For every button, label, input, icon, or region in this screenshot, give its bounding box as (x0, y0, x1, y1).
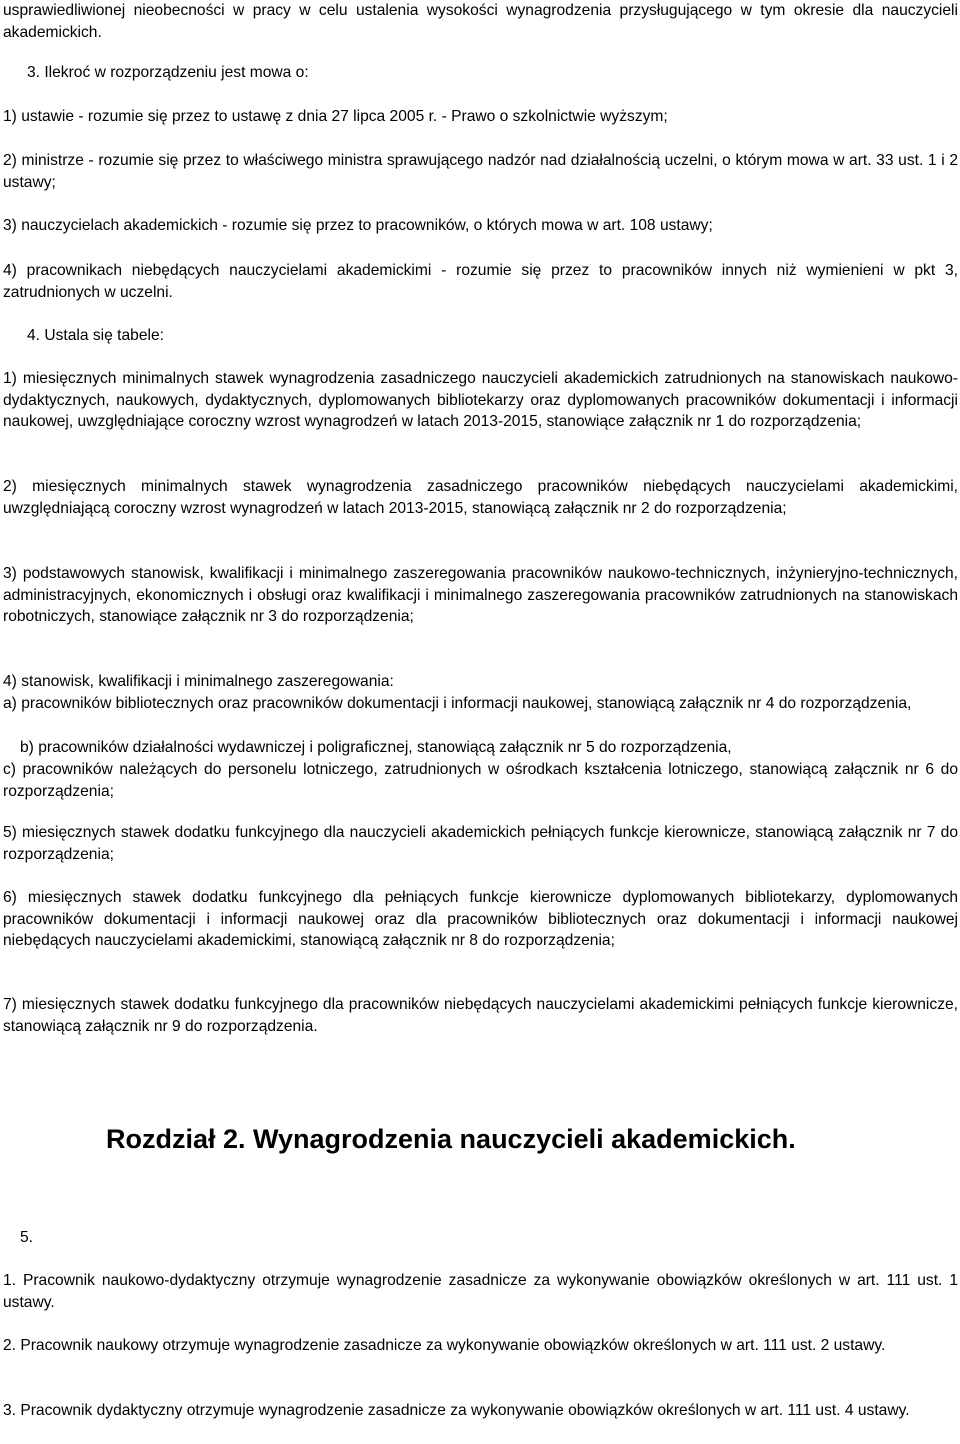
section-4-item-7: 7) miesięcznych stawek dodatku funkcyjnego dla pracowników niebędących nauczycielami akademickimi pełniących funkcje kierownicze, stanowiącą załącznik nr 9 do rozporządzenia. (3, 996, 958, 1035)
section-4-item-4c: c) pracowników należących do personelu lotniczego, zatrudnionych w ośrodkach kształcenia lotniczego, stanowiącą załącznik nr 6 do rozporządzenia; (3, 761, 958, 800)
section-5-item-1: 1. Pracownik naukowo-dydaktyczny otrzymuje wynagrodzenie zasadnicze za wykonywanie obowiązków określonych w art. 111 ust. 1 ustawy. (3, 1272, 958, 1311)
section-3-item-1: 1) ustawie - rozumie się przez to ustawę z dnia 27 lipca 2005 r. - Prawo o szkolnictwie wyższym; (3, 108, 668, 125)
section-5-item-2: 2. Pracownik naukowy otrzymuje wynagrodzenie zasadnicze za wykonywanie obowiązków określonych w art. 111 ust. 2 ustawy. (3, 1337, 886, 1354)
section-4-item-5: 5) miesięcznych stawek dodatku funkcyjnego dla nauczycieli akademickich pełniących funkcje kierownicze, stanowiącą załącznik nr 7 do rozporządzenia; (3, 824, 958, 863)
section-4-item-3: 3) podstawowych stanowisk, kwalifikacji i minimalnego zaszeregowania pracowników naukowo-technicznych, inżynieryjno-technicznych, administracyjnych, ekonomicznych i obsługi oraz kwalifikacji i minimalnego zaszeregowania pracowników zatrudnionych na stanowiskach robotniczych, stanowiące załącznik nr 3 do rozporządzenia; (3, 565, 958, 626)
section-3-item-3: 3) nauczycielach akademickich - rozumie się przez to pracowników, o których mowa w art. 108 ustawy; (3, 217, 713, 234)
section-4-intro: 4. Ustala się tabele: (27, 327, 164, 344)
section-4-item-6: 6) miesięcznych stawek dodatku funkcyjnego dla pełniących funkcje kierownicze dyplomowanych bibliotekarzy, dyplomowanych pracowników dokumentacji i informacji naukowej oraz dla pracowników bibliotecznych oraz dokumentacji i informacji naukowej niebędących nauczycielami akademickimi, stanowiącą załącznik nr 8 do rozporządzenia; (3, 889, 958, 950)
chapter-heading: Rozdział 2. Wynagrodzenia nauczycieli akademickich. (106, 1124, 796, 1154)
section-3-item-4: 4) pracownikach niebędących nauczycielami akademickimi - rozumie się przez to pracowników innych niż wymienieni w pkt 3, zatrudnionych w uczelni. (3, 262, 958, 301)
section-3-intro: 3. Ilekroć w rozporządzeniu jest mowa o: (27, 64, 309, 81)
section-4-item-4a: a) pracowników bibliotecznych oraz pracowników dokumentacji i informacji naukowej, stanowiącą załącznik nr 4 do rozporządzenia, (3, 695, 912, 712)
section-4-item-1: 1) miesięcznych minimalnych stawek wynagrodzenia zasadniczego nauczycieli akademickich zatrudnionych na stanowiskach naukowo-dydaktycznych, naukowych, dydaktycznych, dyplomowanych bibliotekarzy oraz dyplomowanych pracowników dokumentacji i informacji naukowej, uwzględniające coroczny wzrost wynagrodzeń w latach 2013-2015, stanowiące załącznik nr 1 do rozporządzenia; (3, 370, 958, 431)
paragraph-continuation: usprawiedliwionej nieobecności w pracy w celu ustalenia wysokości wynagrodzenia przysługującego w tym okresie dla nauczycieli akademickich. (3, 2, 958, 41)
section-3-item-2: 2) ministrze - rozumie się przez to właściwego ministra sprawującego nadzór nad działalnością uczelni, o którym mowa w art. 33 ust. 1 i 2 ustawy; (3, 152, 958, 191)
section-5-item-3: 3. Pracownik dydaktyczny otrzymuje wynagrodzenie zasadnicze za wykonywanie obowiązków określonych w art. 111 ust. 4 ustawy. (3, 1402, 910, 1419)
section-4-item-4: 4) stanowisk, kwalifikacji i minimalnego zaszeregowania: (3, 673, 394, 690)
section-4-item-4b: b) pracowników działalności wydawniczej i poligraficznej, stanowiącą załącznik nr 5 do rozporządzenia, (20, 739, 732, 756)
section-4-item-2: 2) miesięcznych minimalnych stawek wynagrodzenia zasadniczego pracowników niebędących nauczycielami akademickimi, uwzględniającą coroczny wzrost wynagrodzeń w latach 2013-2015, stanowiącą załącznik nr 2 do rozporządzenia; (3, 478, 958, 517)
section-5-number: 5. (20, 1229, 34, 1246)
